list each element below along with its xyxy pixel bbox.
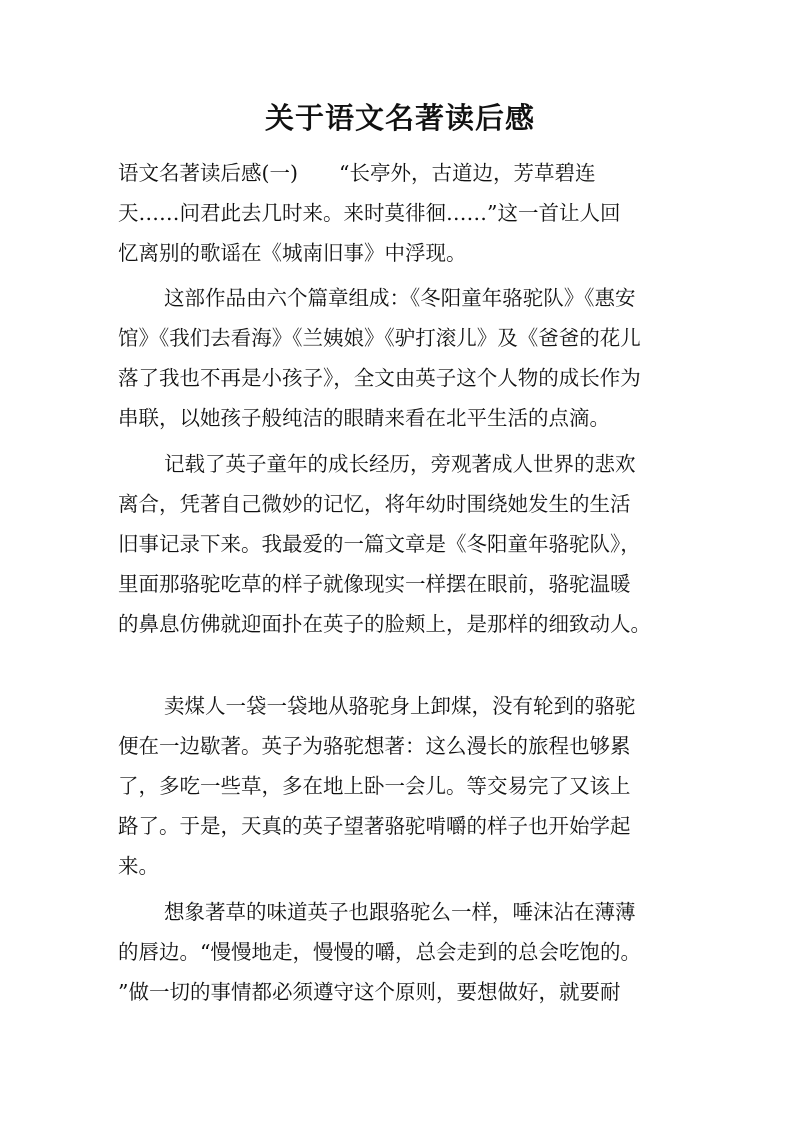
text-line: 了，多吃一些草，多在地上卧一会儿。等交易完了又该上 xyxy=(118,774,631,798)
paragraph-first-line: 这部作品由六个篇章组成：《冬阳童年骆驼队》《惠安 xyxy=(164,286,636,310)
text-line: 落了我也不再是小孩子》，全文由英子这个人物的成长作为 xyxy=(118,366,641,390)
paragraph-first-line: 想象著草的味道英子也跟骆驼么一样，唾沫沾在薄薄 xyxy=(164,900,636,924)
paragraph-first-line: 记载了英子童年的成长经历，旁观著成人世界的悲欢 xyxy=(164,452,636,476)
text-line: ”做一切的事情都必须遵守这个原则，要想做好，就要耐 xyxy=(118,980,621,1004)
text-line: 里面那骆驼吃草的样子就像现实一样摆在眼前，骆驼温暖 xyxy=(118,572,631,596)
text-line: 离合，凭著自己微妙的记忆，将年幼时围绕她发生的生活 xyxy=(118,492,631,516)
document-title: 关于语文名著读后感 xyxy=(264,101,535,135)
text-line: 语文名著读后感(一) “长亭外，古道边，芳草碧连 xyxy=(118,161,596,185)
text-line: 馆》《我们去看海》《兰姨娘》《驴打滚儿》及《爸爸的花儿 xyxy=(118,326,641,350)
paragraph-first-line: 卖煤人一袋一袋地从骆驼身上卸煤，没有轮到的骆驼 xyxy=(164,694,636,718)
text-line: 的鼻息仿佛就迎面扑在英子的脸颊上，是那样的细致动人。 xyxy=(118,612,651,636)
text-line: 串联，以她孩子般纯洁的眼睛来看在北平生活的点滴。 xyxy=(118,406,610,430)
text-line: 旧事记录下来。我最爱的一篇文章是《冬阳童年骆驼队》， xyxy=(118,532,641,556)
text-line: 天……问君此去几时来。来时莫徘徊……”这一首让人回 xyxy=(118,201,621,225)
text-line: 忆离别的歌谣在《城南旧事》中浮现。 xyxy=(118,241,467,265)
text-line: 的唇边。“慢慢地走，慢慢的嚼，总会走到的总会吃饱的。 xyxy=(118,940,641,964)
text-line: 路了。于是，天真的英子望著骆驼啃嚼的样子也开始学起 xyxy=(118,814,631,838)
text-line: 来。 xyxy=(118,854,159,878)
text-line: 便在一边歇著。英子为骆驼想著：这么漫长的旅程也够累 xyxy=(118,734,631,758)
